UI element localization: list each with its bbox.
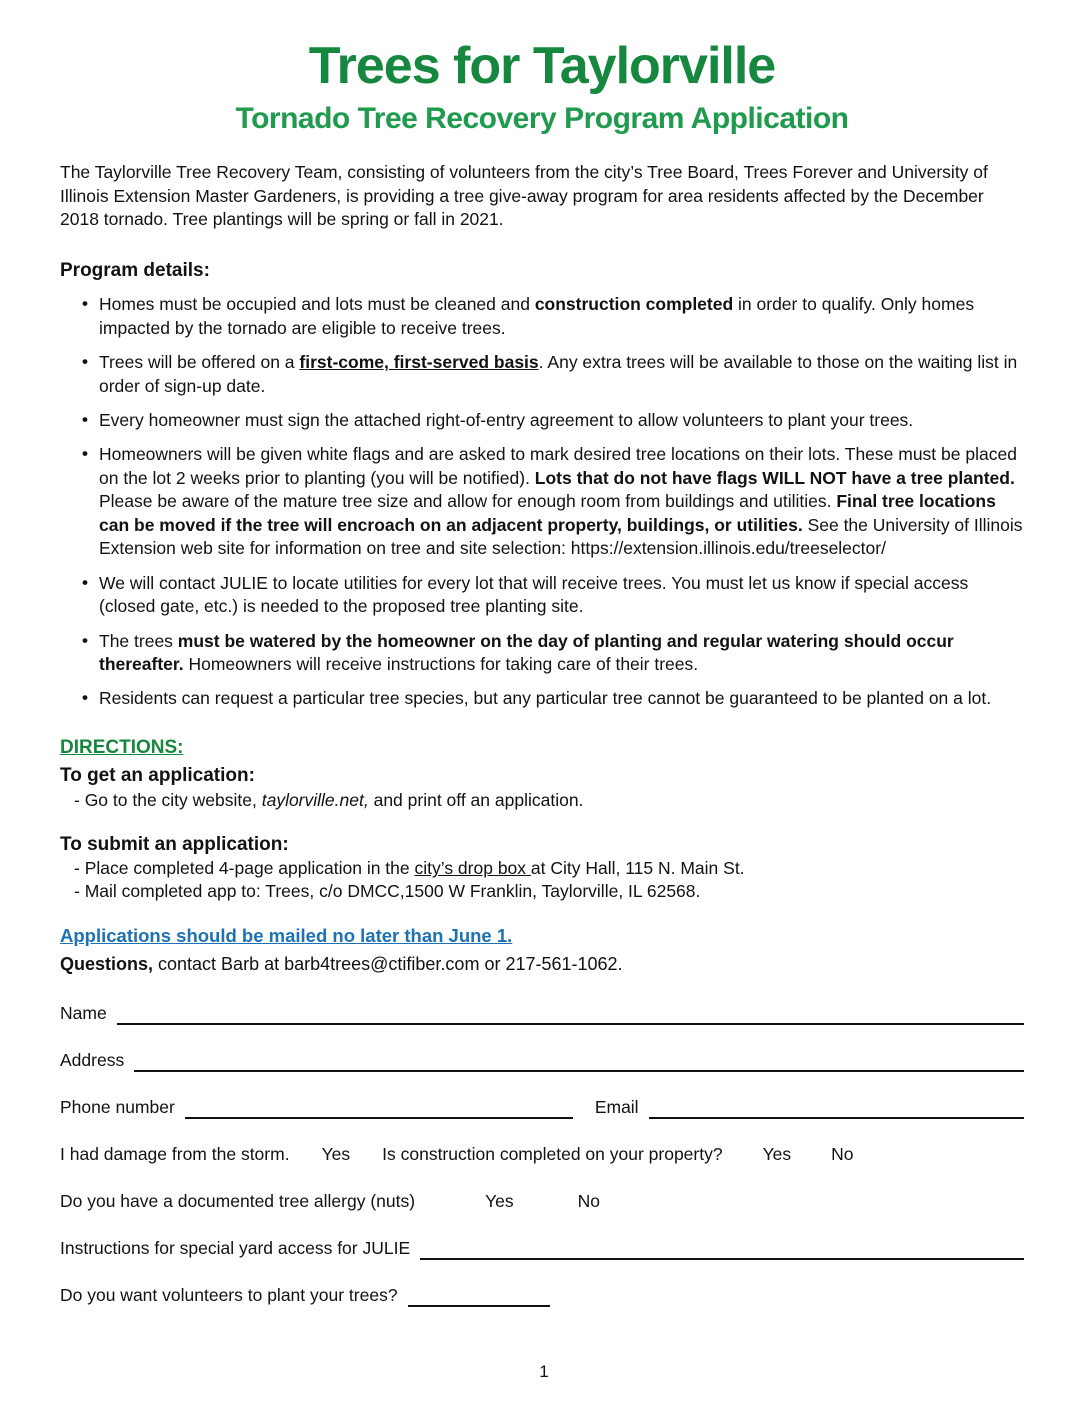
program-bullet: • Every homeowner must sign the attached right-of-entry agreement to allow volunteers to plant your trees.: [82, 409, 1024, 432]
allergy-question: Do you have a documented tree allergy (nuts): [60, 1190, 416, 1211]
page-footer: [0, 1362, 1088, 1382]
damage-statement: I had damage from the storm.: [60, 1143, 290, 1164]
email-input-line[interactable]: [649, 1098, 1024, 1119]
volunteers-input-line[interactable]: [408, 1286, 550, 1307]
phone-email-row: [60, 1096, 1024, 1119]
julie-access-label: Instructions for special yard access for JULIE: [60, 1237, 411, 1258]
submit-application-heading: To submit an application:: [60, 833, 289, 855]
damage-yes-option[interactable]: Yes: [321, 1143, 351, 1164]
damage-construction-row: [60, 1143, 1024, 1166]
email-label: Email: [594, 1096, 639, 1117]
page-subtitle: Tornado Tree Recovery Program Application: [235, 102, 849, 136]
phone-input-line[interactable]: [185, 1098, 573, 1119]
directions-section: [60, 737, 1024, 978]
get-application-item: - Go to the city website, taylorville.net, and print off an application.: [74, 789, 584, 810]
page-number: 1: [539, 1362, 549, 1381]
volunteers-question-label: Do you want volunteers to plant your trees?: [60, 1284, 398, 1305]
construction-yes-option[interactable]: Yes: [762, 1143, 792, 1164]
program-bullet: • We will contact JULIE to locate utilities for every lot that will receive trees. You must let us know if special access (closed gate, etc.) is needed to the proposed tree planting site.: [82, 572, 1024, 619]
julie-access-input-line[interactable]: [420, 1239, 1024, 1260]
allergy-yes-option[interactable]: Yes: [485, 1190, 514, 1211]
directions-heading: DIRECTIONS:: [60, 736, 184, 758]
program-details-list: [82, 293, 1024, 711]
page-title: Trees for Taylorville: [308, 37, 776, 95]
address-label: Address: [60, 1049, 125, 1070]
julie-access-row: [60, 1237, 1024, 1260]
get-application-heading: To get an application:: [60, 764, 255, 786]
program-details-heading: Program details:: [60, 259, 210, 281]
program-details-section: [60, 259, 1024, 711]
submit-application-item: - Place completed 4-page application in the city’s drop box at City Hall, 115 N. Main St.: [74, 858, 745, 879]
submit-application-item: - Mail completed app to: Trees, c/o DMCC,1500 W Franklin, Taylorville, IL 62568.: [74, 881, 701, 902]
intro-paragraph: The Taylorville Tree Recovery Team, consisting of volunteers from the city’s Tree Board, Trees Forever and University of Illinois Extension Master Gardeners, is providing a tree give-away program for area residents affected by the December 2018 tornado. Tree plantings will be spring or fall in 2021.: [60, 162, 988, 230]
phone-label: Phone number: [60, 1096, 175, 1117]
program-bullet: • Homes must be occupied and lots must be cleaned and construction completed in order to qualify. Only homes impacted by the tornado are eligible to receive trees.: [82, 293, 1024, 340]
mailing-deadline-notice: Applications should be mailed no later than June 1.: [60, 925, 513, 947]
application-form-section: [60, 1002, 1024, 1307]
construction-question: Is construction completed on your property?: [382, 1143, 723, 1164]
program-bullet: • The trees must be watered by the homeowner on the day of planting and regular watering should occur thereafter. Homeowners will receive instructions for taking care of their trees.: [82, 630, 1024, 677]
program-bullet: • Trees will be offered on a first-come, first-served basis. Any extra trees will be available to those on the waiting list in order of sign-up date.: [82, 351, 1024, 398]
address-row: [60, 1049, 1024, 1072]
program-bullet: • Residents can request a particular tree species, but any particular tree cannot be guaranteed to be planted on a lot.: [82, 687, 1024, 710]
document-header: [60, 38, 1024, 136]
questions-contact-line: Questions, contact Barb at barb4trees@ctifiber.com or 217-561-1062.: [60, 954, 623, 975]
program-bullet: • Homeowners will be given white flags and are asked to mark desired tree locations on their lots. These must be placed on the lot 2 weeks prior to planting (you will be notified). Lots that do not have flags WILL NOT have a tree planted. Please be aware of the mature tree size and allow for enough room from buildings and utilities. Final tree locations can be moved if the tree will encroach on an adjacent property, buildings, or utilities. See the University of Illinois Extension web site for information on tree and site selection: https://extension.illinois.edu/treeselector/: [82, 443, 1024, 560]
allergy-row: [60, 1190, 1024, 1213]
name-row: [60, 1002, 1024, 1025]
name-label: Name: [60, 1002, 107, 1023]
address-input-line[interactable]: [134, 1051, 1024, 1072]
construction-no-option[interactable]: No: [831, 1143, 854, 1164]
name-input-line[interactable]: [117, 1004, 1024, 1025]
allergy-no-option[interactable]: No: [577, 1190, 600, 1211]
volunteers-row: [60, 1284, 1024, 1307]
